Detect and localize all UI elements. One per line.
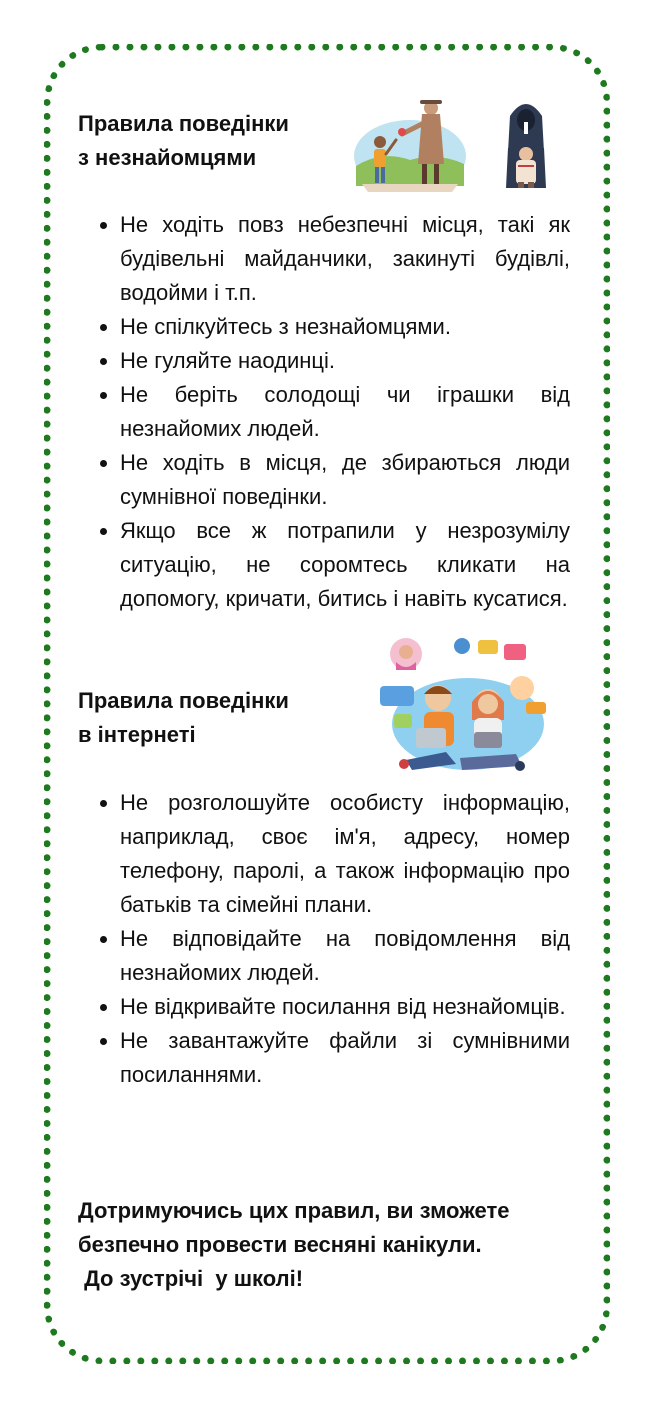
list-item: • Не спілкуйтесь з незнайомцями. [120, 310, 570, 344]
strangers-rules-list [78, 208, 570, 616]
list-item: • Не відповідайте на повідомлення від незнайомих людей. [120, 922, 570, 990]
list-item: • Не ходіть повз небезпечні місця, такі як будівельні майданчики, закинуті будівлі, водойми і т.п. [120, 208, 570, 310]
stranger-child-illustration [352, 94, 468, 194]
heading-line: з незнайомцями [78, 145, 257, 170]
section-heading-internet [78, 684, 289, 752]
closing-line: До зустрічі у школі! [78, 1266, 304, 1291]
list-item: • Не беріть солодощі чи іграшки від незнайомих людей. [120, 378, 570, 446]
list-item: • Якщо все ж потрапили у незрозумілу ситуацію, не соромтесь кликати на допомогу, кричати, битись і навіть кусатися. [120, 514, 570, 616]
closing-message [78, 1194, 578, 1296]
list-item: • Не завантажуйте файли зі сумнівними посиланнями. [120, 1024, 570, 1092]
closing-line: Дотримуючись цих правил, ви зможете [78, 1198, 510, 1223]
heading-line: Правила поведінки [78, 688, 289, 713]
heading-line: в інтернеті [78, 722, 196, 747]
hooded-stranger-illustration [500, 96, 552, 190]
list-item: • Не відкривайте посилання від незнайомців. [120, 990, 570, 1024]
kids-internet-illustration [376, 632, 550, 776]
internet-rules-list [78, 786, 570, 1092]
section-heading-strangers [78, 107, 289, 175]
list-item: • Не ходіть в місця, де збираються люди сумнівної поведінки. [120, 446, 570, 514]
list-item: • Не гуляйте наодинці. [120, 344, 570, 378]
list-item: • Не розголошуйте особисту інформацію, наприклад, своє ім'я, адресу, номер телефону, паролі, а також інформацію про батьків та сімейні плани. [120, 786, 570, 922]
heading-line: Правила поведінки [78, 111, 289, 136]
closing-line: безпечно провести весняні канікули. [78, 1232, 482, 1257]
